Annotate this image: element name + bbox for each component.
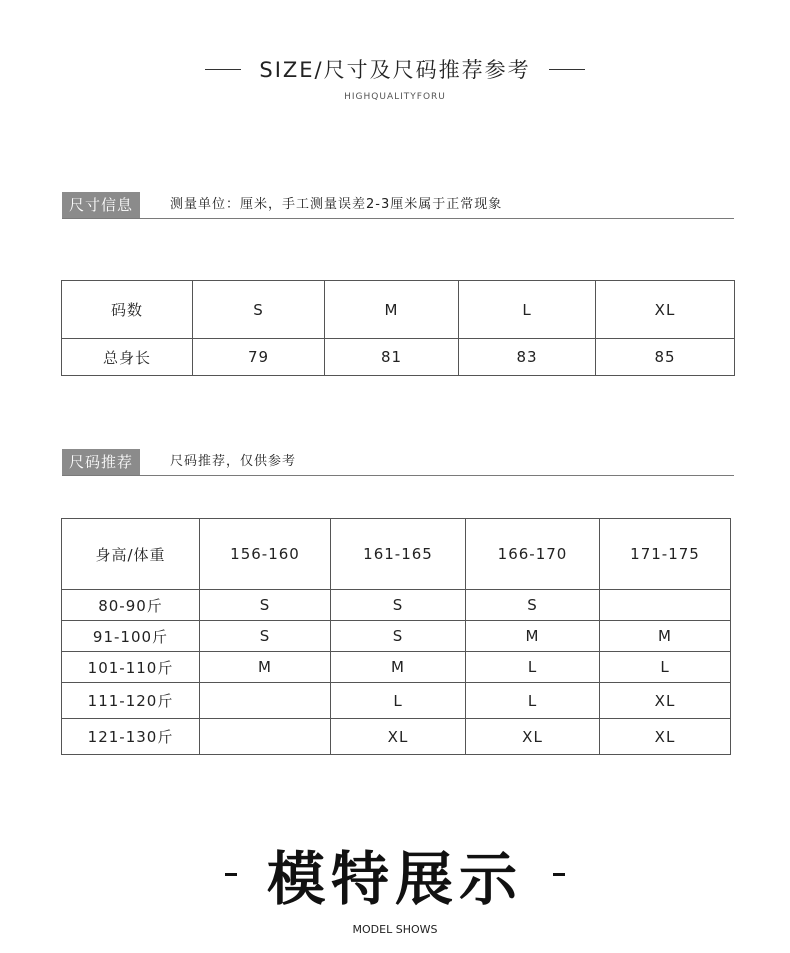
recommend-cell: M — [466, 621, 600, 652]
recommend-cell: S — [331, 590, 466, 621]
size-table — [61, 280, 735, 376]
size-header-cell: L — [459, 281, 596, 339]
recommend-header-cell: 身高/体重 — [62, 519, 200, 590]
recommend-cell: 121-130斤 — [62, 719, 200, 755]
recommend-cell: M — [200, 652, 331, 683]
recommend-cell: S — [331, 621, 466, 652]
size-recommend-description: 尺码推荐，仅供参考 — [170, 454, 297, 469]
recommend-cell — [600, 590, 731, 621]
size-recommend-table — [61, 518, 731, 755]
model-left-dash — [225, 873, 237, 876]
recommend-cell: XL — [466, 719, 600, 755]
recommend-cell: L — [466, 652, 600, 683]
size-cell: 81 — [325, 339, 459, 376]
recommend-cell: 80-90斤 — [62, 590, 200, 621]
recommend-cell: S — [200, 621, 331, 652]
size-info-section-bar — [62, 192, 734, 219]
recommend-cell: XL — [331, 719, 466, 755]
recommend-cell: M — [331, 652, 466, 683]
size-recommend-section-bar — [62, 449, 734, 476]
recommend-cell: L — [331, 683, 466, 719]
size-cell: 83 — [459, 339, 596, 376]
recommend-header-cell: 166-170 — [466, 519, 600, 590]
recommend-cell: M — [600, 621, 731, 652]
recommend-cell: S — [200, 590, 331, 621]
recommend-cell: 111-120斤 — [62, 683, 200, 719]
table-row — [62, 719, 731, 755]
size-header-cell: 码数 — [62, 281, 193, 339]
recommend-cell: 101-110斤 — [62, 652, 200, 683]
recommend-cell — [200, 683, 331, 719]
size-cell: 79 — [193, 339, 325, 376]
table-row — [62, 683, 731, 719]
page-subtitle: HIGHQUALITYFORU — [344, 92, 446, 102]
page-header — [0, 52, 790, 86]
header-left-line — [205, 69, 241, 70]
size-header-cell: S — [193, 281, 325, 339]
size-header-cell: M — [325, 281, 459, 339]
table-row — [62, 621, 731, 652]
recommend-header-cell: 171-175 — [600, 519, 731, 590]
size-cell: 总身长 — [62, 339, 193, 376]
table-row — [62, 652, 731, 683]
page-title: SIZE/尺寸及尺码推荐参考 — [259, 58, 531, 82]
header-right-line — [549, 69, 585, 70]
recommend-cell: 91-100斤 — [62, 621, 200, 652]
size-cell: 85 — [596, 339, 735, 376]
model-shows-title: 模特展示 — [266, 845, 523, 913]
size-recommend-tag: 尺码推荐 — [62, 449, 140, 475]
recommend-cell: XL — [600, 719, 731, 755]
recommend-cell — [200, 719, 331, 755]
table-row — [62, 339, 735, 376]
recommend-header-cell: 156-160 — [200, 519, 331, 590]
model-shows-subtitle: MODEL SHOWS — [352, 923, 438, 936]
size-info-description: 测量单位：厘米，手工测量误差2-3厘米属于正常现象 — [170, 197, 503, 212]
size-info-tag: 尺寸信息 — [62, 192, 140, 218]
recommend-cell: L — [600, 652, 731, 683]
recommend-cell: XL — [600, 683, 731, 719]
size-table-header-row — [62, 281, 735, 339]
recommend-table-header-row — [62, 519, 731, 590]
size-header-cell: XL — [596, 281, 735, 339]
recommend-cell: S — [466, 590, 600, 621]
recommend-cell: L — [466, 683, 600, 719]
model-right-dash — [553, 873, 565, 876]
table-row — [62, 590, 731, 621]
model-shows-heading — [0, 838, 790, 913]
recommend-header-cell: 161-165 — [331, 519, 466, 590]
